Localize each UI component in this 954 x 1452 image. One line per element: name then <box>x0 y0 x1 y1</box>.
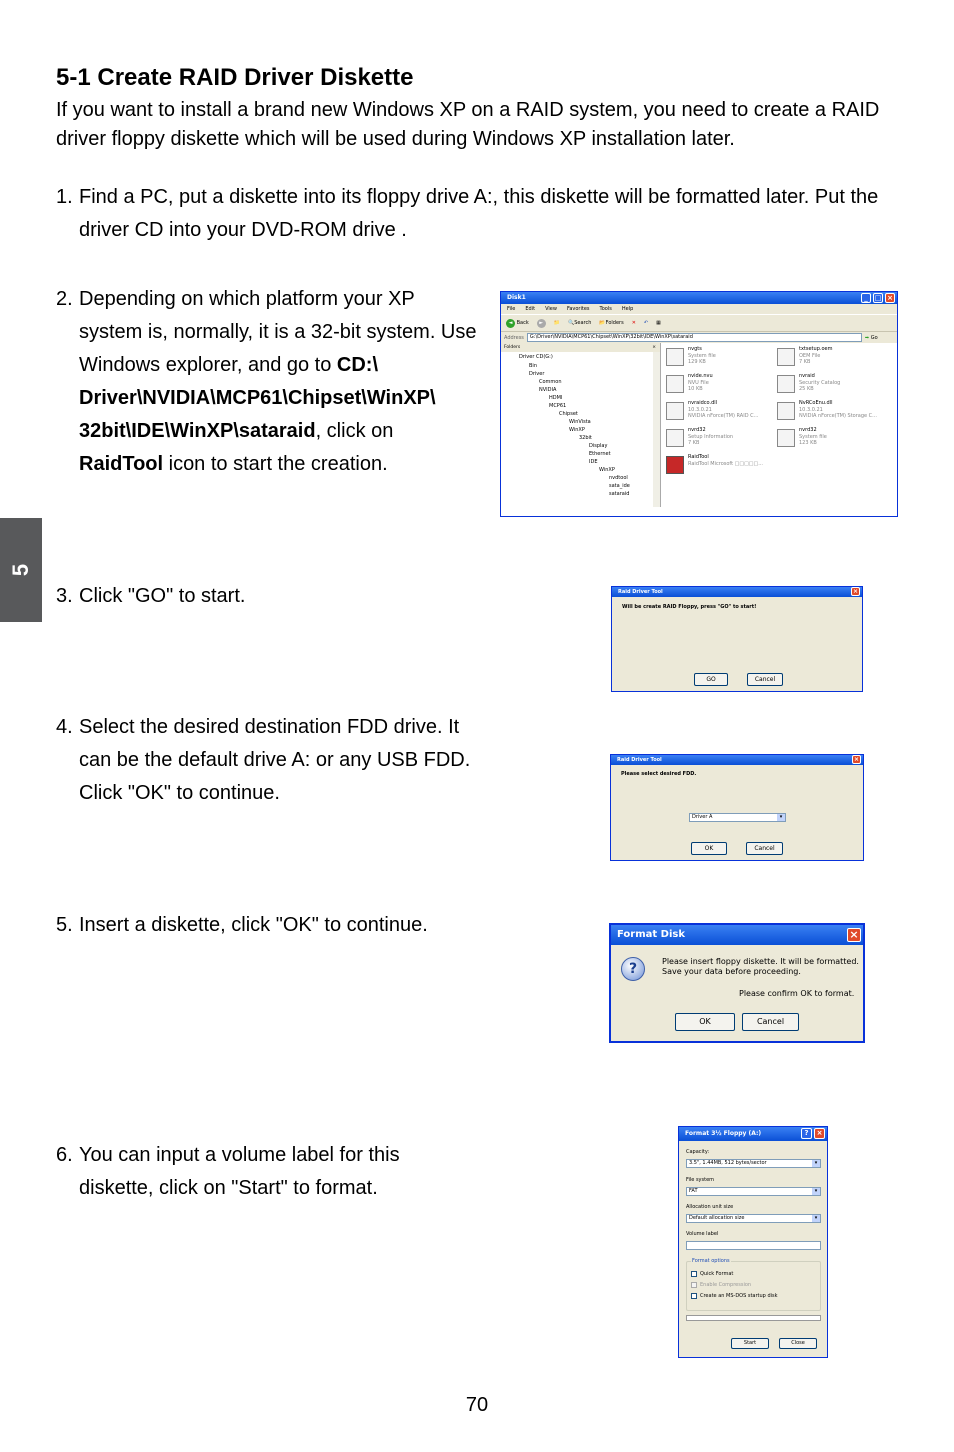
search-button[interactable]: 🔍Search <box>567 320 592 326</box>
tree-item[interactable]: WinXP <box>599 467 615 473</box>
folder-icon: 📂 <box>599 320 606 326</box>
search-icon: 🔍 <box>567 320 575 326</box>
capacity-select[interactable]: 3.5", 1.44MB, 512 bytes/sector ▾ <box>686 1159 821 1168</box>
intro-paragraph: If you want to install a brand new Windows XP on a RAID system, you need to create a RAID driver floppy diskette which will be used during Windows XP installation later. <box>56 99 880 150</box>
tree-item[interactable]: Ethernet <box>589 451 611 457</box>
raidtool-name: RaidTool <box>79 453 164 475</box>
fdd-select[interactable]: Driver A ▾ <box>689 813 786 822</box>
tree-item[interactable]: NVIDIA <box>539 387 557 393</box>
tree-item[interactable]: sata_ide <box>609 483 630 489</box>
setup-info-icon <box>666 429 684 447</box>
explorer-window <box>500 291 898 517</box>
ok-button[interactable]: OK <box>691 842 727 855</box>
menu-bar <box>501 304 897 314</box>
menu-help[interactable]: Help <box>621 306 634 312</box>
file-item[interactable]: nvrd32 System file 123 KB <box>777 427 887 453</box>
format-progress-bar <box>686 1315 821 1321</box>
folder-tree <box>501 352 653 507</box>
delete-icon[interactable]: ✕ <box>631 320 636 326</box>
raid-go-dialog <box>611 586 863 692</box>
chevron-down-icon: ▾ <box>812 1215 820 1222</box>
tree-scrollbar[interactable] <box>653 352 660 507</box>
maximize-icon[interactable]: □ <box>874 294 882 302</box>
file-list <box>661 343 897 507</box>
close-icon[interactable]: × <box>853 756 860 763</box>
allocation-select[interactable]: Default allocation size ▾ <box>686 1214 821 1223</box>
tree-item[interactable]: 32bit <box>579 435 592 441</box>
step-2: 2. Depending on which platform your XP system is, normally, it is a 32-bit system. Use Windows explorer, and go to CD:\ Driver\NVIDIA\MCP61\Chipset\WinXP\ 32bit\IDE\WinXP\sataraid, click on RaidTool icon to start the creation. <box>56 288 477 475</box>
cancel-button[interactable]: Cancel <box>746 842 783 855</box>
quick-format-checkbox[interactable] <box>691 1271 697 1277</box>
dialog-message-line3: Please confirm OK to format. <box>739 989 855 998</box>
tree-item[interactable]: nvdtool <box>609 475 628 481</box>
menu-favorites[interactable]: Favorites <box>566 306 590 312</box>
file-item[interactable]: nvraidco.dll 10.3.0.21 NVIDIA nForce(TM) RAID C... <box>666 400 771 426</box>
go-button[interactable]: ➡ Go <box>864 334 878 341</box>
tree-item[interactable]: WinXP <box>569 427 585 433</box>
nvu-file-icon <box>666 375 684 393</box>
tree-item[interactable]: MCP61 <box>549 403 567 409</box>
minimize-icon[interactable]: _ <box>861 293 871 303</box>
dialog-message: Please select desired FDD. <box>621 771 697 777</box>
chevron-down-icon: ▾ <box>812 1160 820 1167</box>
address-input[interactable]: G:\Driver\NVIDIA\MCP61\Chipset\WinXP\32bit\IDE\WinXP\sataraid <box>527 333 862 342</box>
allocation-label: Allocation unit size <box>686 1204 734 1210</box>
back-button[interactable]: ◄ Back <box>506 319 529 328</box>
step-5: 5. Insert a diskette, click "OK" to continue. <box>56 914 428 936</box>
system-file-icon <box>777 429 795 447</box>
tree-item[interactable]: IDE <box>589 459 598 465</box>
file-system-select[interactable]: FAT ▾ <box>686 1187 821 1196</box>
format-floppy-dialog <box>678 1126 828 1358</box>
explorer-toolbar <box>501 314 897 331</box>
tree-item[interactable]: Bin <box>529 363 537 369</box>
tree-item[interactable]: Common <box>539 379 562 385</box>
close-icon[interactable]: × <box>852 588 859 595</box>
raid-fdd-dialog <box>610 754 864 861</box>
tree-item[interactable]: HDMI <box>549 395 563 401</box>
file-item[interactable]: NvRCoEnu.dll 10.3.0.21 NVIDIA nForce(TM) Storage C... <box>777 400 887 426</box>
back-arrow-icon: ◄ <box>506 319 515 328</box>
up-folder-icon[interactable]: 📁 <box>553 320 560 326</box>
section-heading: 5-1 Create RAID Driver Diskette <box>56 64 414 91</box>
file-item[interactable]: txtsetup.oem OEM File 7 KB <box>777 346 887 372</box>
folders-button[interactable]: 📂Folders <box>599 320 624 326</box>
volume-label-input[interactable] <box>686 1241 821 1250</box>
menu-tools[interactable]: Tools <box>599 306 612 312</box>
dll-file-icon <box>777 402 795 420</box>
dialog-message: Will be create RAID Floppy, press "GO" to start! <box>622 604 757 610</box>
close-button[interactable]: Close <box>779 1338 817 1349</box>
cancel-button[interactable]: Cancel <box>747 673 783 686</box>
chapter-tab: 5 <box>0 518 42 622</box>
step-6: 6. You can input a volume label for this diskette, click on "Start" to format. <box>56 1144 400 1199</box>
step-3: 3. Click "GO" to start. <box>56 585 246 607</box>
file-item[interactable]: nvrd32 Setup Information 7 KB <box>666 427 766 453</box>
file-item[interactable]: nvraid Security Catalog 25 KB <box>777 373 887 399</box>
page-number: 70 <box>465 1394 489 1416</box>
system-file-icon <box>666 348 684 366</box>
help-icon[interactable]: ? <box>801 1128 812 1139</box>
menu-file[interactable]: File <box>507 306 516 312</box>
close-icon[interactable]: × <box>814 1128 825 1139</box>
ok-button[interactable]: OK <box>675 1013 735 1031</box>
raidtool-file-item[interactable]: RaidTool RaidTool Microsoft □□□□□... <box>666 454 776 480</box>
dialog-message-line1: Please insert floppy diskette. It will be formatted. <box>662 957 859 966</box>
raidtool-icon <box>666 456 684 474</box>
dll-file-icon <box>666 402 684 420</box>
undo-icon[interactable]: ↶ <box>643 320 649 326</box>
enable-compression-label: Enable Compression <box>700 1282 752 1288</box>
driver-path: CD:\ Driver\NVIDIA\MCP61\Chipset\WinXP\ 32bit\IDE\WinXP\sataraid <box>79 354 436 442</box>
tree-item[interactable]: Chipset <box>559 411 578 417</box>
explorer-body <box>501 343 897 507</box>
step-4: 4. Select the desired destination FDD drive. It can be the default drive A: or any USB FDD. Click "OK" to continue. <box>56 716 471 804</box>
tree-item[interactable]: Display <box>589 443 608 449</box>
file-item[interactable]: nvide.nvu NVU File 10 KB <box>666 373 766 399</box>
oem-file-icon <box>777 348 795 366</box>
menu-view[interactable]: View <box>545 306 557 312</box>
catalog-file-icon <box>777 375 795 393</box>
folders-pane: Folders × Driver CD(G:) Bin Driver Common NVIDIA HDMI MCP61 Chipset WinVista WinXP 32bit Display Ethernet IDE WinXP nvdtool sata_ide sataraid <box>501 343 661 507</box>
address-bar: Address G:\Driver\NVIDIA\MCP61\Chipset\WinXP\32bit\IDE\WinXP\sataraid ➡ Go <box>501 331 897 343</box>
close-icon[interactable]: × <box>847 928 861 942</box>
file-system-label: File system <box>686 1177 715 1183</box>
chevron-down-icon: ▾ <box>777 814 785 821</box>
tree-item[interactable]: Driver CD(G:) <box>519 354 553 360</box>
volume-label-label: Volume label <box>686 1231 719 1237</box>
step-1: 1. Find a PC, put a diskette into its floppy drive A:, this diskette will be formatted later. Put the driver CD into your DVD-ROM drive . <box>56 186 879 241</box>
dialog-message-line2: Save your data before proceeding. <box>662 967 801 976</box>
go-arrow-icon: ➡ <box>864 334 870 341</box>
dialog-title: Raid Driver Tool <box>618 589 663 595</box>
quick-format-label: Quick Format <box>700 1271 734 1277</box>
msdos-startup-label: Create an MS-DOS startup disk <box>700 1293 778 1299</box>
msdos-startup-checkbox[interactable] <box>691 1293 697 1299</box>
format-options-label: Format options <box>692 1258 730 1264</box>
views-icon[interactable]: ▦ <box>656 320 661 326</box>
chevron-down-icon: ▾ <box>812 1188 820 1195</box>
cancel-button[interactable]: Cancel <box>742 1013 799 1031</box>
tree-item[interactable]: Driver <box>529 371 545 377</box>
menu-edit[interactable]: Edit <box>525 306 536 312</box>
dialog-title: Format Disk <box>617 929 685 940</box>
format-disk-dialog <box>609 923 865 1043</box>
explorer-titlebar: Disk1 _ □ × <box>501 292 897 304</box>
dialog-title: Raid Driver Tool <box>617 757 662 763</box>
file-item[interactable]: nvgts System file 129 KB <box>666 346 766 372</box>
close-pane-icon[interactable]: × <box>652 345 656 350</box>
forward-arrow-icon[interactable]: ► <box>537 319 546 328</box>
enable-compression-checkbox[interactable] <box>691 1282 697 1288</box>
tree-item[interactable]: WinVista <box>569 419 591 425</box>
tree-item[interactable]: sataraid <box>609 491 630 497</box>
start-button[interactable]: Start <box>731 1338 769 1349</box>
dialog-title: Format 3½ Floppy (A:) <box>685 1130 762 1137</box>
go-button[interactable]: GO <box>694 673 728 686</box>
capacity-label: Capacity: <box>686 1149 710 1155</box>
question-icon: ? <box>621 957 645 981</box>
close-icon[interactable]: × <box>885 293 895 303</box>
